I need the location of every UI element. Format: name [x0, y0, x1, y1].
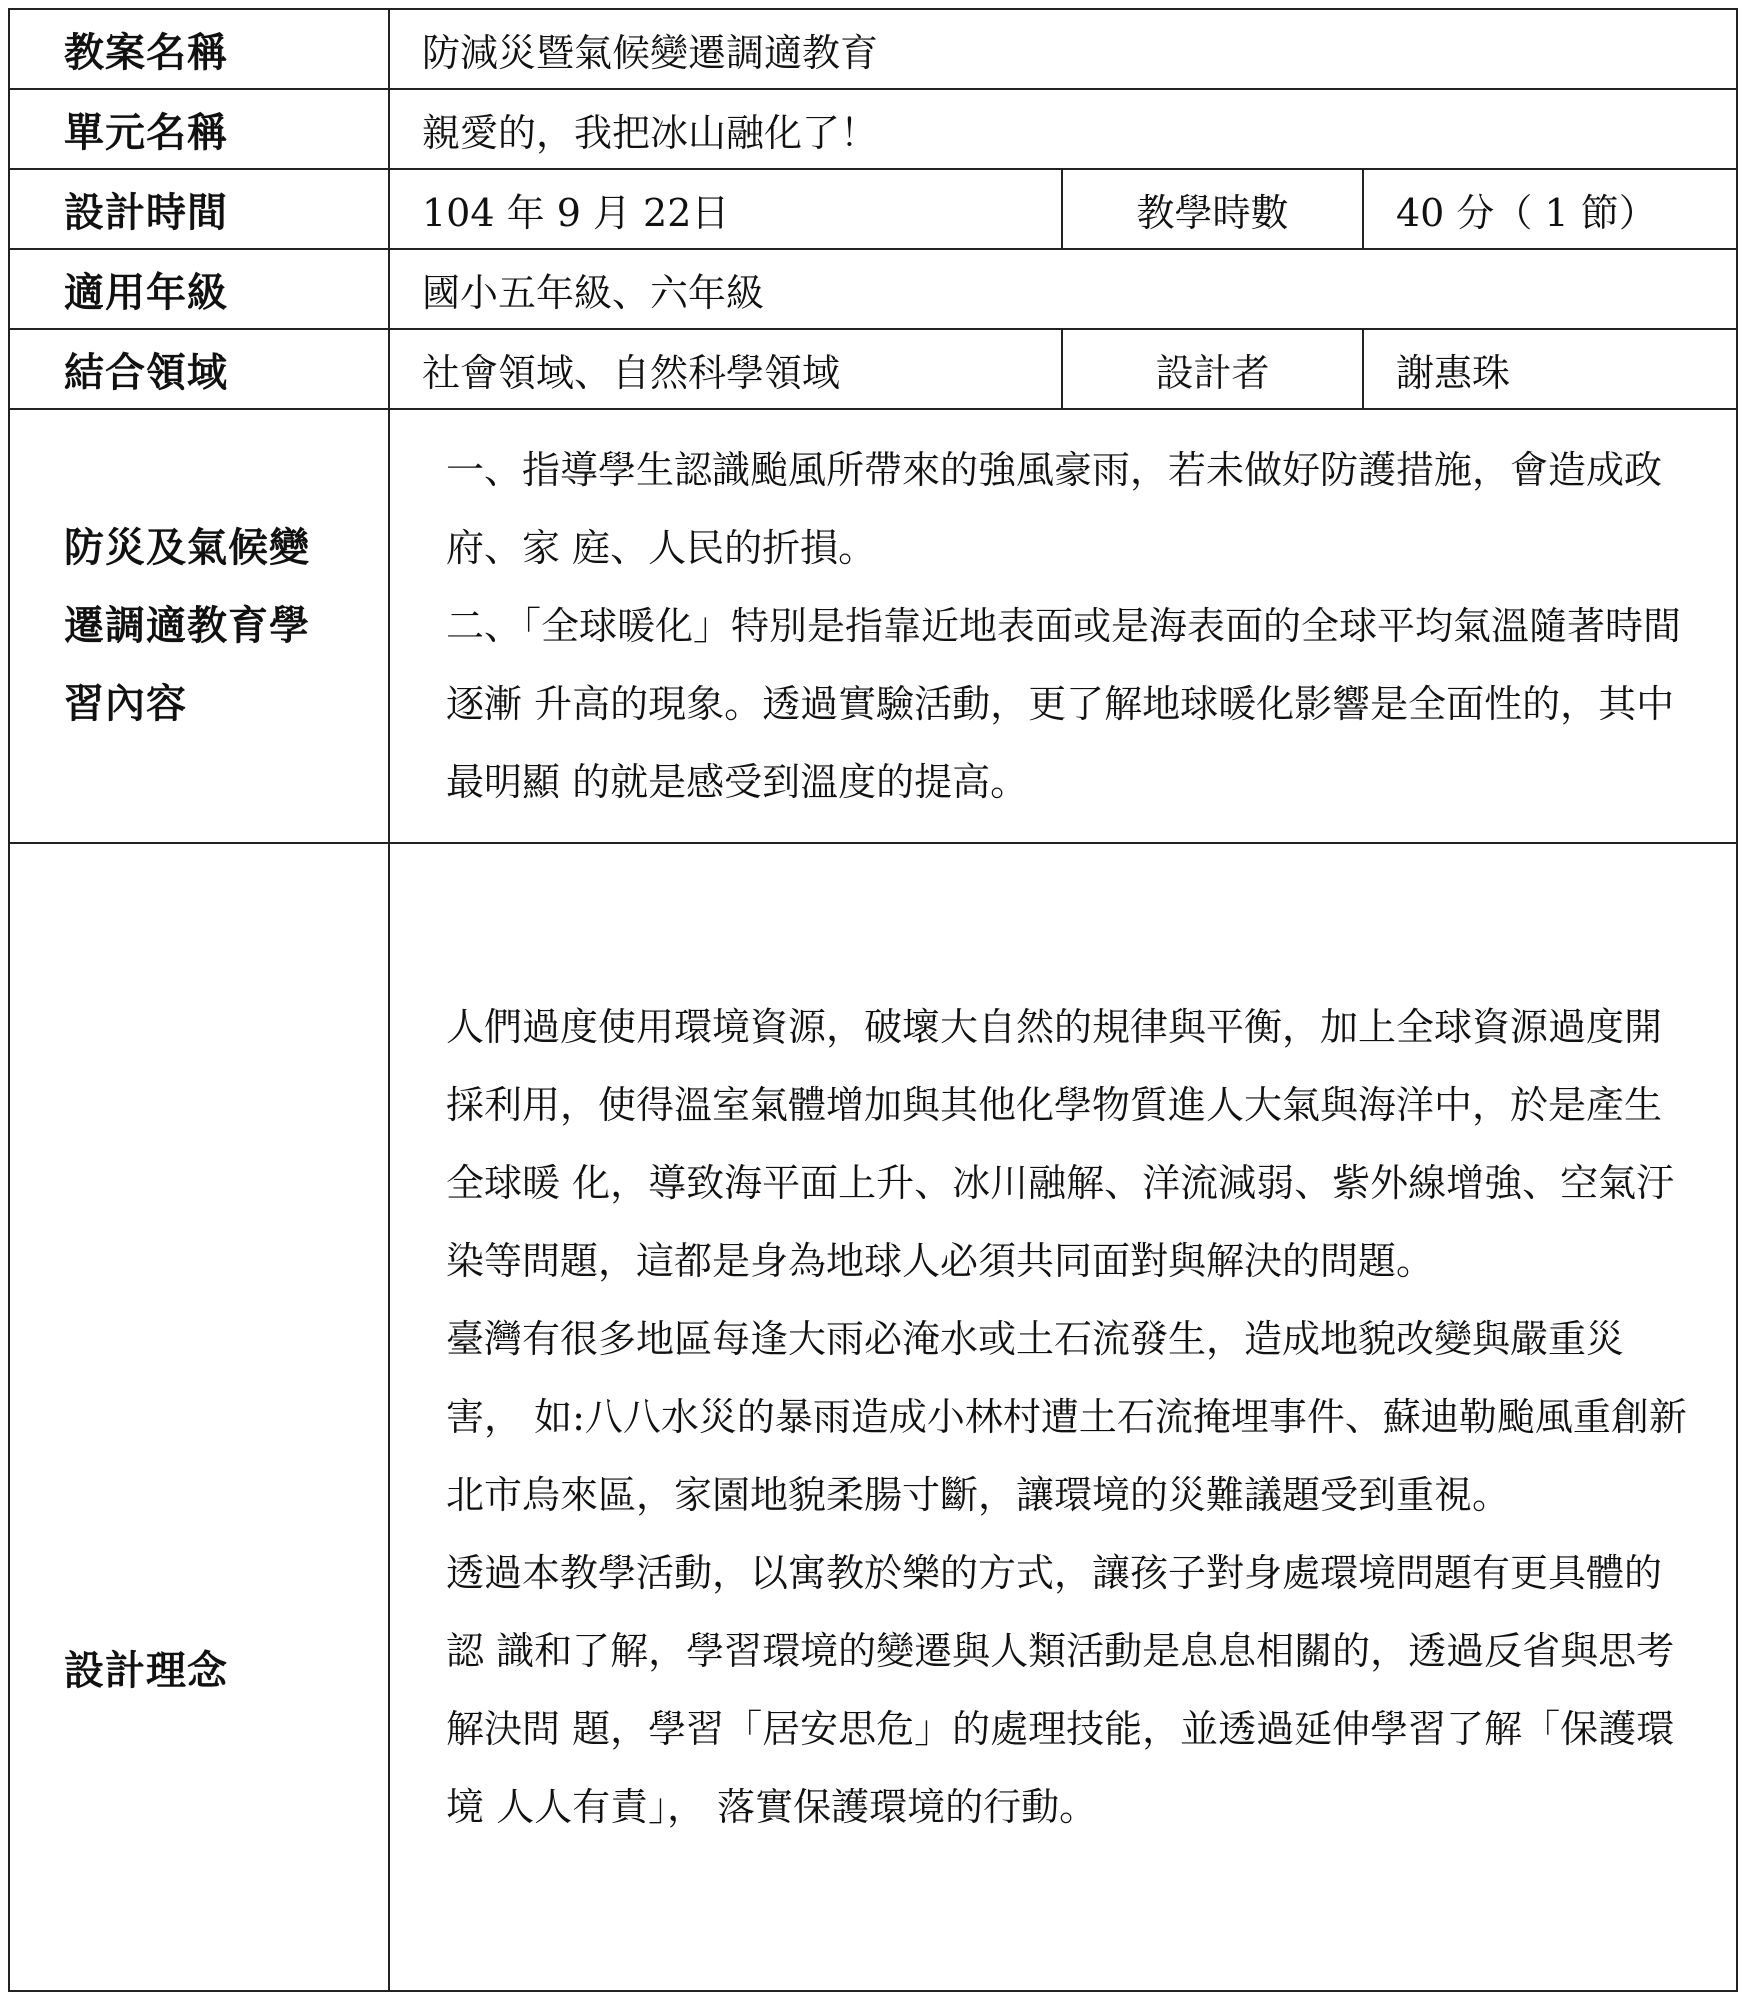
- grade-label: 適用年級: [9, 249, 389, 329]
- learning-content-label: [9, 409, 389, 843]
- design-concept-paragraph: 臺灣有很多地區每逢大雨必淹水或土石流發生，造成地貌改變與嚴重災害， 如:八八水災的暴雨造成小林村遭土石流掩埋事件、蘇迪勒颱風重創新北市烏來區，家園地貌柔腸寸斷，讓環境的災難議題受到重視。: [446, 1317, 1687, 1517]
- row-design-concept: [9, 843, 1737, 1991]
- design-time-label: 設計時間: [9, 169, 389, 249]
- learning-content-paragraph: 二、「全球暖化」特別是指靠近地表面或是海表面的全球平均氣溫隨著時間逐漸 升高的現象。透過實驗活動，更了解地球暖化影響是全面性的，其中最明顯 的就是感受到溫度的提高。: [446, 604, 1682, 804]
- design-concept-paragraph: 人們過度使用環境資源，破壞大自然的規律與平衡，加上全球資源過度開採利用，使得溫室氣體增加與其他化學物質進人大氣與海洋中，於是產生全球暖 化，導致海平面上升、冰川融解、洋流減弱、紫外線增強、空氣汙染等問題，這都是身為地球人必須共同面對與解決的問題。: [446, 1005, 1675, 1283]
- domain-label: 結合領域: [9, 329, 389, 409]
- design-concept-label: 設計理念: [9, 843, 389, 1991]
- row-learning-content: [9, 409, 1737, 843]
- learning-content-paragraph: 一、指導學生認識颱風所帶來的強風豪雨，若未做好防護措施，會造成政府、家 庭、人民的折損。: [446, 448, 1663, 570]
- domain-value: 社會領域、自然科學領域: [389, 329, 1062, 409]
- row-unit-name: [9, 89, 1737, 169]
- teaching-hours-label: 教學時數: [1062, 169, 1363, 249]
- designer-label: 設計者: [1062, 329, 1363, 409]
- designer-value: 謝惠珠: [1363, 329, 1737, 409]
- teaching-hours-value: 40 分（ 1 節）: [1363, 169, 1737, 249]
- row-domain: [9, 329, 1737, 409]
- row-design-time: [9, 169, 1737, 249]
- design-time-value: 104 年 9 月 22日: [389, 169, 1062, 249]
- learning-content-body: [389, 409, 1737, 843]
- design-concept-body: [389, 843, 1737, 1991]
- grade-value: 國小五年級、六年級: [389, 249, 1737, 329]
- learning-content-label-text: 防災及氣候變遷調適教育學習內容: [64, 524, 310, 727]
- lesson-plan-table: [8, 8, 1738, 1992]
- lesson-name-value: 防減災暨氣候變遷調適教育: [389, 9, 1737, 89]
- unit-name-label: 單元名稱: [9, 89, 389, 169]
- lesson-name-label: 教案名稱: [9, 9, 389, 89]
- row-grade: [9, 249, 1737, 329]
- unit-name-value: 親愛的，我把冰山融化了！: [389, 89, 1737, 169]
- design-concept-paragraph: 透過本教學活動，以寓教於樂的方式，讓孩子對身處環境問題有更具體的認 識和了解，學習環境的變遷與人類活動是息息相關的，透過反省與思考解決問 題，學習「居安思危」的處理技能，並透過延伸學習了解「保護環境 人人有責」， 落實保護環境的行動。: [446, 1551, 1675, 1829]
- row-lesson-name: [9, 9, 1737, 89]
